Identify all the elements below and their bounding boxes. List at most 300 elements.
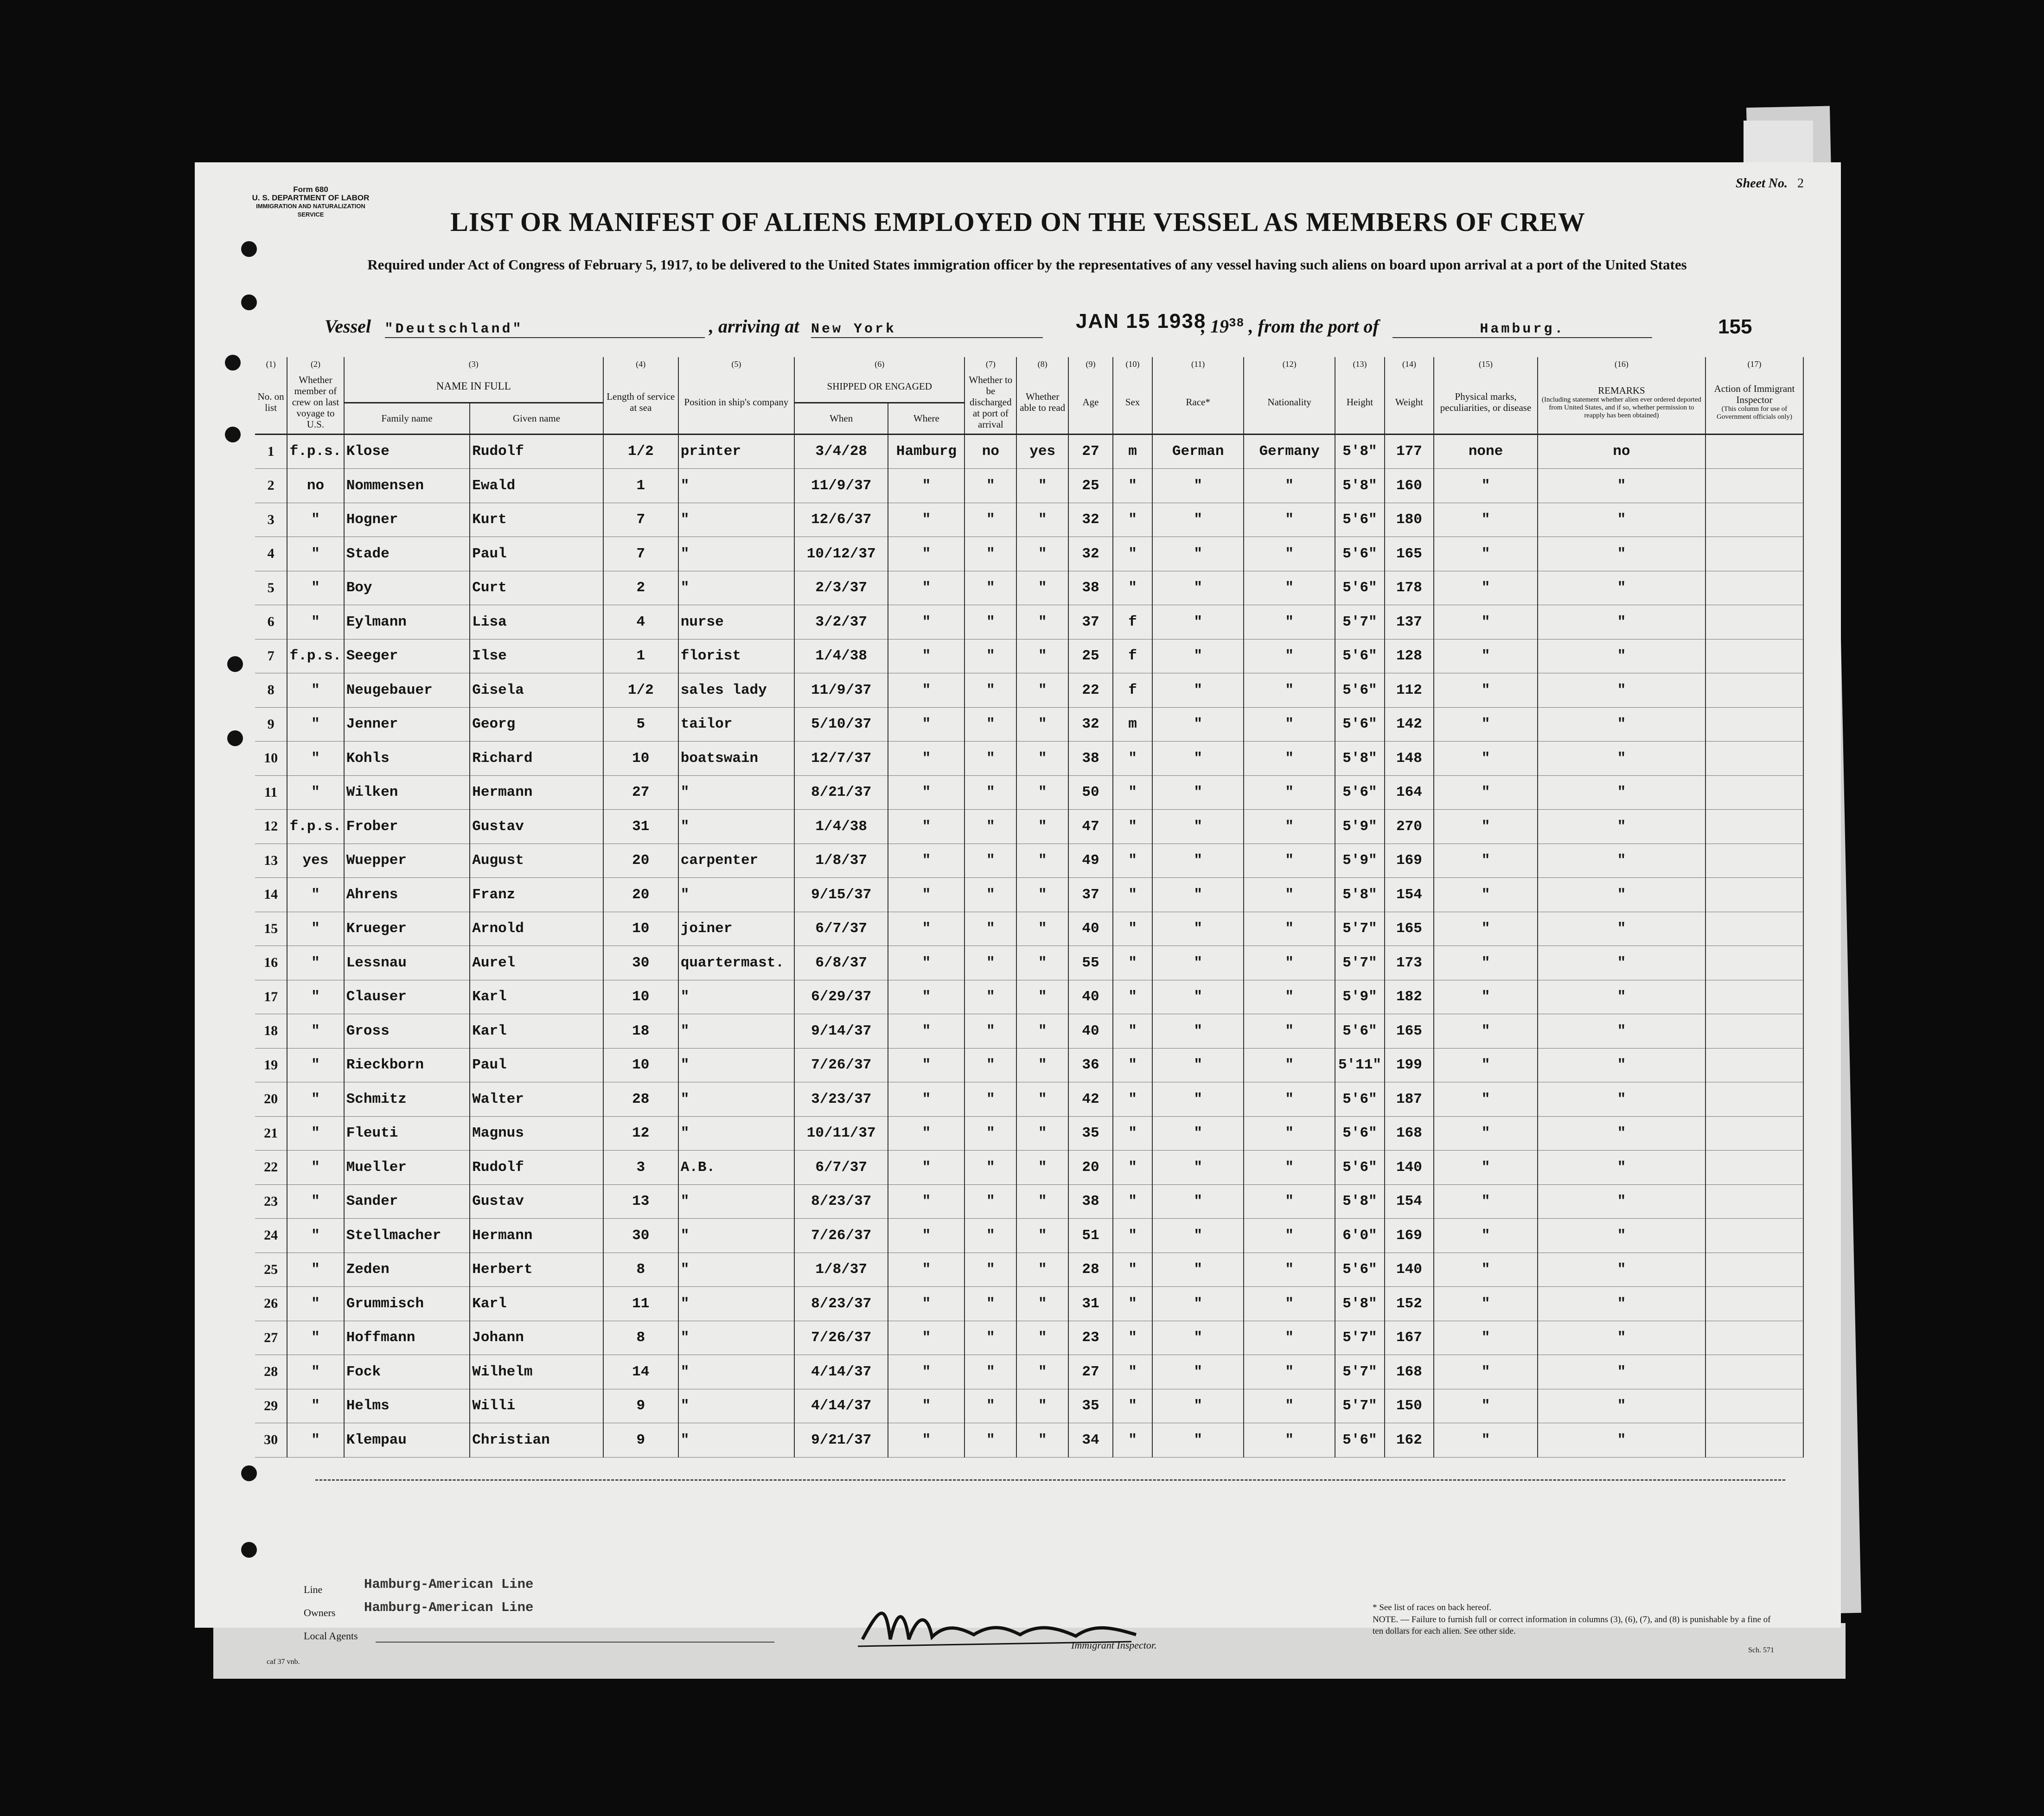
- table-row: [255, 1321, 1803, 1355]
- crew-last-voyage-cell: f.p.s.: [287, 639, 344, 673]
- row-number: 28: [255, 1355, 287, 1389]
- discharged-cell: ": [965, 1287, 1016, 1321]
- age-cell: 38: [1068, 571, 1113, 605]
- sex-cell: f: [1113, 673, 1152, 708]
- table-row: [255, 1014, 1803, 1049]
- row-number: 4: [255, 537, 287, 571]
- crew-last-voyage-cell: ": [287, 878, 344, 912]
- height-cell: 5'7": [1335, 1321, 1385, 1355]
- position-cell: ": [678, 1253, 794, 1287]
- col-header-where: Where: [888, 403, 965, 434]
- crew-last-voyage-cell: ": [287, 1014, 344, 1049]
- given-name-cell: Hermann: [470, 775, 603, 810]
- physical-marks-cell: ": [1434, 605, 1538, 639]
- given-name-cell: Karl: [470, 1287, 603, 1321]
- weight-cell: 154: [1385, 878, 1434, 912]
- race-cell: ": [1152, 707, 1244, 742]
- table-row: [255, 537, 1803, 571]
- crew-last-voyage-cell: ": [287, 1219, 344, 1253]
- physical-marks-cell: ": [1434, 1321, 1538, 1355]
- family-name-cell: Stade: [344, 537, 470, 571]
- inspector-action-cell: [1705, 673, 1803, 708]
- able-to-read-cell: ": [1016, 1253, 1068, 1287]
- age-cell: 25: [1068, 639, 1113, 673]
- crew-last-voyage-cell: ": [287, 775, 344, 810]
- height-cell: 5'7": [1335, 1389, 1385, 1423]
- weight-cell: 187: [1385, 1082, 1434, 1117]
- inspector-action-cell: [1705, 1287, 1803, 1321]
- physical-marks-cell: ": [1434, 1219, 1538, 1253]
- column-number: (2): [287, 357, 344, 371]
- able-to-read-cell: ": [1016, 1287, 1068, 1321]
- discharged-cell: ": [965, 1321, 1016, 1355]
- age-cell: 49: [1068, 844, 1113, 878]
- inspector-action-cell: [1705, 1389, 1803, 1423]
- local-agents-label: Local Agents: [304, 1630, 358, 1642]
- sex-cell: ": [1113, 1321, 1152, 1355]
- physical-marks-cell: ": [1434, 775, 1538, 810]
- table-row: [255, 1423, 1803, 1458]
- position-cell: ": [678, 1219, 794, 1253]
- family-name-cell: Wilken: [344, 775, 470, 810]
- inspector-action-cell: [1705, 1116, 1803, 1151]
- discharged-cell: ": [965, 742, 1016, 776]
- row-number: 29: [255, 1389, 287, 1423]
- position-cell: carpenter: [678, 844, 794, 878]
- col-header-race: Race*: [1152, 371, 1244, 434]
- given-name-cell: Gisela: [470, 673, 603, 708]
- table-row: [255, 980, 1803, 1014]
- given-name-cell: Gustav: [470, 1184, 603, 1219]
- shipped-when-cell: 4/14/37: [794, 1355, 888, 1389]
- height-cell: 5'7": [1335, 605, 1385, 639]
- punch-hole-icon: [241, 241, 257, 257]
- crew-last-voyage-cell: ": [287, 537, 344, 571]
- crew-manifest-table: [255, 357, 1804, 1544]
- able-to-read-cell: ": [1016, 605, 1068, 639]
- able-to-read-cell: ": [1016, 1014, 1068, 1049]
- discharged-cell: no: [965, 434, 1016, 469]
- shipped-where-cell: ": [888, 810, 965, 844]
- physical-marks-cell: ": [1434, 1116, 1538, 1151]
- row-number: 7: [255, 639, 287, 673]
- position-cell: ": [678, 775, 794, 810]
- nationality-cell: ": [1244, 1151, 1335, 1185]
- inspector-action-cell: [1705, 1355, 1803, 1389]
- service-length-cell: 20: [603, 878, 678, 912]
- given-name-cell: Christian: [470, 1423, 603, 1458]
- shipped-when-cell: 3/2/37: [794, 605, 888, 639]
- physical-marks-cell: none: [1434, 434, 1538, 469]
- physical-marks-cell: ": [1434, 980, 1538, 1014]
- vessel-name: "Deutschland": [385, 321, 705, 338]
- service-length-cell: 8: [603, 1253, 678, 1287]
- service-length-cell: 10: [603, 980, 678, 1014]
- nationality-cell: ": [1244, 1014, 1335, 1049]
- column-number: (7): [965, 357, 1016, 371]
- remarks-cell: ": [1538, 878, 1705, 912]
- service-length-cell: 27: [603, 775, 678, 810]
- physical-marks-cell: ": [1434, 1184, 1538, 1219]
- year-line: [1201, 315, 1652, 338]
- age-cell: 27: [1068, 434, 1113, 469]
- shipped-where-cell: ": [888, 707, 965, 742]
- height-cell: 5'6": [1335, 1116, 1385, 1151]
- shipped-when-cell: 9/15/37: [794, 878, 888, 912]
- crew-last-voyage-cell: ": [287, 673, 344, 708]
- sex-cell: ": [1113, 810, 1152, 844]
- shipped-where-cell: ": [888, 1219, 965, 1253]
- position-cell: ": [678, 1287, 794, 1321]
- shipped-where-cell: Hamburg: [888, 434, 965, 469]
- physical-marks-cell: ": [1434, 639, 1538, 673]
- column-number: (4): [603, 357, 678, 371]
- sex-cell: ": [1113, 1355, 1152, 1389]
- given-name-cell: Paul: [470, 1048, 603, 1082]
- service-length-cell: 30: [603, 946, 678, 980]
- able-to-read-cell: ": [1016, 707, 1068, 742]
- col-header-physical-marks: Physical marks, peculiarities, or disease: [1434, 371, 1538, 434]
- family-name-cell: Mueller: [344, 1151, 470, 1185]
- col-header-height: Height: [1335, 371, 1385, 434]
- race-cell: ": [1152, 1253, 1244, 1287]
- given-name-cell: Hermann: [470, 1219, 603, 1253]
- remarks-cell: ": [1538, 1082, 1705, 1117]
- sex-cell: ": [1113, 537, 1152, 571]
- shipped-where-cell: ": [888, 537, 965, 571]
- age-cell: 40: [1068, 912, 1113, 946]
- inspector-action-cell: [1705, 1219, 1803, 1253]
- shipped-where-cell: ": [888, 1151, 965, 1185]
- discharged-cell: ": [965, 1423, 1016, 1458]
- height-cell: 5'9": [1335, 980, 1385, 1014]
- crew-last-voyage-cell: ": [287, 1321, 344, 1355]
- inspector-action-cell: [1705, 810, 1803, 844]
- able-to-read-cell: ": [1016, 1355, 1068, 1389]
- given-name-cell: Karl: [470, 1014, 603, 1049]
- able-to-read-cell: ": [1016, 1048, 1068, 1082]
- table-row: [255, 1184, 1803, 1219]
- service-length-cell: 30: [603, 1219, 678, 1253]
- inspector-label: Immigrant Inspector.: [1071, 1639, 1157, 1651]
- remarks-cell: ": [1538, 503, 1705, 537]
- nationality-cell: ": [1244, 707, 1335, 742]
- nationality-cell: ": [1244, 639, 1335, 673]
- physical-marks-cell: ": [1434, 946, 1538, 980]
- service-length-cell: 10: [603, 1048, 678, 1082]
- family-name-cell: Stellmacher: [344, 1219, 470, 1253]
- nationality-cell: ": [1244, 571, 1335, 605]
- age-cell: 36: [1068, 1048, 1113, 1082]
- given-name-cell: August: [470, 844, 603, 878]
- service-length-cell: 10: [603, 912, 678, 946]
- weight-cell: 177: [1385, 434, 1434, 469]
- nationality-cell: ": [1244, 1184, 1335, 1219]
- height-cell: 5'8": [1335, 1184, 1385, 1219]
- position-cell: ": [678, 1116, 794, 1151]
- family-name-cell: Hoffmann: [344, 1321, 470, 1355]
- remarks-cell: ": [1538, 980, 1705, 1014]
- column-number: (8): [1016, 357, 1068, 371]
- position-cell: ": [678, 1048, 794, 1082]
- col-header-name: NAME IN FULL: [344, 371, 603, 403]
- crew-last-voyage-cell: ": [287, 605, 344, 639]
- shipped-where-cell: ": [888, 878, 965, 912]
- shipped-when-cell: 1/4/38: [794, 810, 888, 844]
- given-name-cell: Georg: [470, 707, 603, 742]
- height-cell: 5'7": [1335, 1355, 1385, 1389]
- age-cell: 32: [1068, 537, 1113, 571]
- shipped-where-cell: ": [888, 1014, 965, 1049]
- family-name-cell: Gross: [344, 1014, 470, 1049]
- race-cell: ": [1152, 1014, 1244, 1049]
- sex-cell: ": [1113, 775, 1152, 810]
- physical-marks-cell: ": [1434, 742, 1538, 776]
- family-name-cell: Kohls: [344, 742, 470, 776]
- remarks-cell: ": [1538, 1184, 1705, 1219]
- shipped-where-cell: ": [888, 946, 965, 980]
- service-length-cell: 1/2: [603, 673, 678, 708]
- table-row: [255, 1082, 1803, 1117]
- race-cell: ": [1152, 946, 1244, 980]
- able-to-read-cell: ": [1016, 878, 1068, 912]
- owners-label: Owners: [304, 1607, 336, 1618]
- able-to-read-cell: ": [1016, 537, 1068, 571]
- inspector-action-cell: [1705, 946, 1803, 980]
- sex-cell: ": [1113, 946, 1152, 980]
- position-cell: ": [678, 1184, 794, 1219]
- table-row: [255, 434, 1803, 469]
- row-number: 30: [255, 1423, 287, 1458]
- table-row: [255, 810, 1803, 844]
- punch-hole-icon: [225, 427, 241, 442]
- age-cell: 28: [1068, 1253, 1113, 1287]
- position-cell: ": [678, 1423, 794, 1458]
- discharged-cell: ": [965, 844, 1016, 878]
- shipped-when-cell: 7/26/37: [794, 1219, 888, 1253]
- table-row: [255, 469, 1803, 503]
- row-number: 9: [255, 707, 287, 742]
- row-number: 12: [255, 810, 287, 844]
- discharged-cell: ": [965, 1184, 1016, 1219]
- sex-cell: f: [1113, 605, 1152, 639]
- remarks-cell: ": [1538, 1355, 1705, 1389]
- nationality-cell: ": [1244, 1082, 1335, 1117]
- age-cell: 20: [1068, 1151, 1113, 1185]
- weight-cell: 199: [1385, 1048, 1434, 1082]
- given-name-cell: Willi: [470, 1389, 603, 1423]
- column-number: (3): [344, 357, 603, 371]
- service-length-cell: 11: [603, 1287, 678, 1321]
- table-row: [255, 639, 1803, 673]
- able-to-read-cell: ": [1016, 469, 1068, 503]
- discharged-cell: ": [965, 1048, 1016, 1082]
- age-cell: 34: [1068, 1423, 1113, 1458]
- row-number: 15: [255, 912, 287, 946]
- col-header-position: Position in ship's company: [678, 371, 794, 434]
- position-cell: sales lady: [678, 673, 794, 708]
- sex-cell: ": [1113, 1048, 1152, 1082]
- weight-cell: 140: [1385, 1253, 1434, 1287]
- col-header-discharged: Whether to be discharged at port of arrival: [965, 371, 1016, 434]
- able-to-read-cell: ": [1016, 1151, 1068, 1185]
- nationality-cell: ": [1244, 1048, 1335, 1082]
- position-cell: ": [678, 1321, 794, 1355]
- nationality-cell: ": [1244, 537, 1335, 571]
- nationality-cell: Germany: [1244, 434, 1335, 469]
- shipped-where-cell: ": [888, 1116, 965, 1151]
- nationality-cell: ": [1244, 1253, 1335, 1287]
- nationality-cell: ": [1244, 980, 1335, 1014]
- sheet-number: [1736, 176, 1804, 191]
- inspector-action-cell: [1705, 605, 1803, 639]
- height-cell: 5'7": [1335, 912, 1385, 946]
- weight-cell: 180: [1385, 503, 1434, 537]
- table-row: [255, 571, 1803, 605]
- weight-cell: 165: [1385, 1014, 1434, 1049]
- nationality-cell: ": [1244, 1116, 1335, 1151]
- height-cell: 5'8": [1335, 469, 1385, 503]
- sex-cell: ": [1113, 469, 1152, 503]
- inspector-action-cell: [1705, 1321, 1803, 1355]
- col-header-crew-last-voyage: Whether member of crew on last voyage to U.S.: [287, 371, 344, 434]
- position-cell: ": [678, 878, 794, 912]
- weight-cell: 165: [1385, 537, 1434, 571]
- column-number: (1): [255, 357, 287, 371]
- family-name-cell: Jenner: [344, 707, 470, 742]
- inspector-action-cell: [1705, 742, 1803, 776]
- nationality-cell: ": [1244, 844, 1335, 878]
- position-cell: printer: [678, 434, 794, 469]
- given-name-cell: Johann: [470, 1321, 603, 1355]
- row-number: 11: [255, 775, 287, 810]
- owners-value: Hamburg-American Line: [364, 1600, 534, 1615]
- nationality-cell: ": [1244, 605, 1335, 639]
- action-title: Action of Immigrant Inspector: [1714, 383, 1795, 406]
- age-cell: 25: [1068, 469, 1113, 503]
- weight-cell: 164: [1385, 775, 1434, 810]
- age-cell: 40: [1068, 1014, 1113, 1049]
- shipped-where-cell: ": [888, 1184, 965, 1219]
- race-cell: ": [1152, 1082, 1244, 1117]
- crew-rows: [255, 434, 1803, 1457]
- inspector-action-cell: [1705, 912, 1803, 946]
- shipped-when-cell: 7/26/37: [794, 1321, 888, 1355]
- position-cell: ": [678, 503, 794, 537]
- sex-cell: ": [1113, 1082, 1152, 1117]
- sex-cell: m: [1113, 707, 1152, 742]
- service-length-cell: 31: [603, 810, 678, 844]
- height-cell: 5'8": [1335, 434, 1385, 469]
- crew-last-voyage-cell: ": [287, 1253, 344, 1287]
- nationality-cell: ": [1244, 1355, 1335, 1389]
- family-name-cell: Fleuti: [344, 1116, 470, 1151]
- height-cell: 5'6": [1335, 1014, 1385, 1049]
- race-cell: ": [1152, 775, 1244, 810]
- sex-cell: ": [1113, 980, 1152, 1014]
- given-name-cell: Ewald: [470, 469, 603, 503]
- family-name-cell: Krueger: [344, 912, 470, 946]
- remarks-cell: ": [1538, 810, 1705, 844]
- family-name-cell: Lessnau: [344, 946, 470, 980]
- given-name-cell: Kurt: [470, 503, 603, 537]
- table-row: [255, 1116, 1803, 1151]
- column-number: (16): [1538, 357, 1705, 371]
- table-row: [255, 503, 1803, 537]
- weight-cell: 162: [1385, 1423, 1434, 1458]
- race-cell: ": [1152, 844, 1244, 878]
- weight-cell: 142: [1385, 707, 1434, 742]
- weight-cell: 152: [1385, 1287, 1434, 1321]
- nationality-cell: ": [1244, 1389, 1335, 1423]
- races-note: * See list of races on back hereof.: [1373, 1603, 1492, 1612]
- shipped-when-cell: 6/8/37: [794, 946, 888, 980]
- row-number: 8: [255, 673, 287, 708]
- height-cell: 5'6": [1335, 571, 1385, 605]
- inspector-action-cell: [1705, 878, 1803, 912]
- column-number: (15): [1434, 357, 1538, 371]
- nationality-cell: ": [1244, 503, 1335, 537]
- height-cell: 5'9": [1335, 810, 1385, 844]
- row-number: 25: [255, 1253, 287, 1287]
- sex-cell: ": [1113, 1423, 1152, 1458]
- nationality-cell: ": [1244, 946, 1335, 980]
- service-length-cell: 1: [603, 639, 678, 673]
- shipped-where-cell: ": [888, 503, 965, 537]
- crew-last-voyage-cell: ": [287, 1287, 344, 1321]
- physical-marks-cell: ": [1434, 503, 1538, 537]
- able-to-read-cell: ": [1016, 810, 1068, 844]
- shipped-where-cell: ": [888, 912, 965, 946]
- shipped-when-cell: 6/29/37: [794, 980, 888, 1014]
- remarks-cell: ": [1538, 571, 1705, 605]
- able-to-read-cell: ": [1016, 980, 1068, 1014]
- age-cell: 38: [1068, 742, 1113, 776]
- shipped-where-cell: ": [888, 844, 965, 878]
- row-number: 13: [255, 844, 287, 878]
- form-number: Form 680: [293, 185, 328, 194]
- race-cell: ": [1152, 1184, 1244, 1219]
- physical-marks-cell: ": [1434, 1355, 1538, 1389]
- physical-marks-cell: ": [1434, 1389, 1538, 1423]
- col-header-length-of-service: Length of service at sea: [603, 371, 678, 434]
- able-to-read-cell: ": [1016, 775, 1068, 810]
- table-row: [255, 912, 1803, 946]
- row-number: 17: [255, 980, 287, 1014]
- column-number-row: [255, 357, 1803, 371]
- shipped-when-cell: 12/7/37: [794, 742, 888, 776]
- height-cell: 6'0": [1335, 1219, 1385, 1253]
- crew-last-voyage-cell: ": [287, 1355, 344, 1389]
- row-number: 18: [255, 1014, 287, 1049]
- remarks-note: (Including statement whether alien ever ordered deported from United States, and if so, whether permission to reapply has been obtained): [1541, 396, 1701, 419]
- inspector-action-cell: [1705, 980, 1803, 1014]
- row-number: 26: [255, 1287, 287, 1321]
- shipped-where-cell: ": [888, 1287, 965, 1321]
- remarks-cell: ": [1538, 1423, 1705, 1458]
- sex-cell: ": [1113, 1389, 1152, 1423]
- service-length-cell: 9: [603, 1423, 678, 1458]
- able-to-read-cell: ": [1016, 1082, 1068, 1117]
- discharged-cell: ": [965, 537, 1016, 571]
- remarks-cell: ": [1538, 742, 1705, 776]
- shipped-where-cell: ": [888, 1355, 965, 1389]
- family-name-cell: Wuepper: [344, 844, 470, 878]
- row-number: 6: [255, 605, 287, 639]
- row-number: 21: [255, 1116, 287, 1151]
- inspector-action-cell: [1705, 434, 1803, 469]
- family-name-cell: Nommensen: [344, 469, 470, 503]
